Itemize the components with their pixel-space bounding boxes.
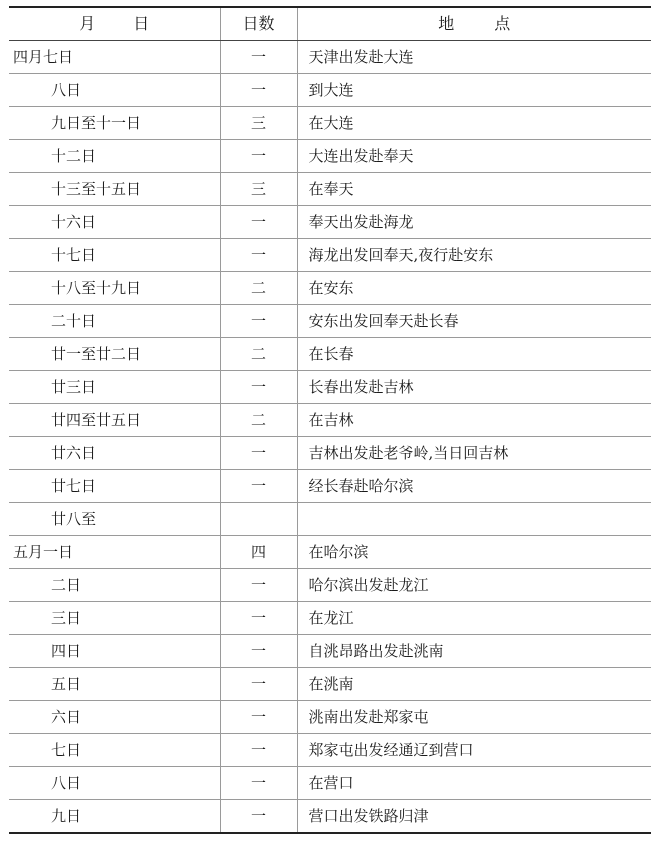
header-place-a: 地 <box>438 14 455 33</box>
date-cell: 十八至十九日 <box>9 272 220 305</box>
table-row <box>9 305 651 338</box>
days-cell: 一 <box>220 206 297 239</box>
days-cell: 一 <box>220 371 297 404</box>
days-cell: 一 <box>220 74 297 107</box>
table-row <box>9 140 651 173</box>
date-cell: 九日至十一日 <box>9 107 220 140</box>
date-cell: 八日 <box>9 767 220 800</box>
date-cell: 四日 <box>9 635 220 668</box>
place-cell: 自洮昂路出发赴洮南 <box>297 635 651 668</box>
place-cell: 奉天出发赴海龙 <box>297 206 651 239</box>
place-cell: 在大连 <box>297 107 651 140</box>
place-cell: 在哈尔滨 <box>297 536 651 569</box>
days-cell: 三 <box>220 107 297 140</box>
date-cell: 廿四至廿五日 <box>9 404 220 437</box>
header-place <box>297 7 651 41</box>
table-row <box>9 734 651 767</box>
place-cell: 在吉林 <box>297 404 651 437</box>
table-row <box>9 701 651 734</box>
table-row <box>9 668 651 701</box>
date-cell: 二十日 <box>9 305 220 338</box>
date-cell: 三日 <box>9 602 220 635</box>
table-row <box>9 602 651 635</box>
itinerary-table-container <box>9 6 651 834</box>
table-row <box>9 173 651 206</box>
days-cell: 一 <box>220 437 297 470</box>
place-cell: 哈尔滨出发赴龙江 <box>297 569 651 602</box>
date-cell: 廿七日 <box>9 470 220 503</box>
days-cell: 一 <box>220 635 297 668</box>
place-cell: 在营口 <box>297 767 651 800</box>
table-row <box>9 767 651 800</box>
place-cell: 经长春赴哈尔滨 <box>297 470 651 503</box>
days-cell: 三 <box>220 173 297 206</box>
date-cell: 廿一至廿二日 <box>9 338 220 371</box>
table-row <box>9 272 651 305</box>
days-cell: 一 <box>220 767 297 800</box>
table-row <box>9 470 651 503</box>
header-date <box>9 7 220 41</box>
days-cell: 一 <box>220 239 297 272</box>
date-cell: 八日 <box>9 74 220 107</box>
table-row <box>9 41 651 74</box>
place-cell: 在奉天 <box>297 173 651 206</box>
table-row <box>9 536 651 569</box>
header-date-month: 月 <box>79 14 96 33</box>
table-header <box>9 7 651 41</box>
table-row <box>9 206 651 239</box>
days-cell: 一 <box>220 140 297 173</box>
header-date-day: 日 <box>133 14 150 33</box>
date-cell: 廿三日 <box>9 371 220 404</box>
date-cell: 七日 <box>9 734 220 767</box>
place-cell: 到大连 <box>297 74 651 107</box>
table-row <box>9 635 651 668</box>
place-cell: 营口出发铁路归津 <box>297 800 651 834</box>
itinerary-table <box>9 6 651 834</box>
days-cell: 一 <box>220 800 297 834</box>
date-cell: 五日 <box>9 668 220 701</box>
days-cell: 一 <box>220 734 297 767</box>
place-cell: 洮南出发赴郑家屯 <box>297 701 651 734</box>
days-cell: 一 <box>220 602 297 635</box>
place-cell: 在洮南 <box>297 668 651 701</box>
table-row <box>9 569 651 602</box>
table-row <box>9 239 651 272</box>
date-cell: 六日 <box>9 701 220 734</box>
days-cell: 四 <box>220 536 297 569</box>
days-cell: 一 <box>220 41 297 74</box>
table-row <box>9 404 651 437</box>
place-cell: 在龙江 <box>297 602 651 635</box>
days-cell: 二 <box>220 272 297 305</box>
table-row <box>9 800 651 834</box>
place-cell: 郑家屯出发经通辽到营口 <box>297 734 651 767</box>
date-cell: 五月一日 <box>9 536 220 569</box>
place-cell: 大连出发赴奉天 <box>297 140 651 173</box>
date-cell: 廿六日 <box>9 437 220 470</box>
date-cell: 二日 <box>9 569 220 602</box>
header-place-b: 点 <box>494 14 511 33</box>
days-cell: 一 <box>220 701 297 734</box>
place-cell <box>297 503 651 536</box>
days-cell: 一 <box>220 470 297 503</box>
place-cell: 海龙出发回奉天,夜行赴安东 <box>297 239 651 272</box>
days-cell: 二 <box>220 404 297 437</box>
days-cell: 一 <box>220 305 297 338</box>
table-row <box>9 503 651 536</box>
date-cell: 十七日 <box>9 239 220 272</box>
header-days: 日数 <box>220 7 297 41</box>
table-row <box>9 371 651 404</box>
date-cell: 十三至十五日 <box>9 173 220 206</box>
place-cell: 吉林出发赴老爷岭,当日回吉林 <box>297 437 651 470</box>
days-cell: 二 <box>220 338 297 371</box>
date-cell: 九日 <box>9 800 220 834</box>
days-cell <box>220 503 297 536</box>
header-row <box>9 7 651 41</box>
date-cell: 四月七日 <box>9 41 220 74</box>
table-row <box>9 74 651 107</box>
table-row <box>9 338 651 371</box>
place-cell: 天津出发赴大连 <box>297 41 651 74</box>
place-cell: 在安东 <box>297 272 651 305</box>
days-cell: 一 <box>220 668 297 701</box>
days-cell: 一 <box>220 569 297 602</box>
place-cell: 在长春 <box>297 338 651 371</box>
table-row <box>9 107 651 140</box>
date-cell: 十六日 <box>9 206 220 239</box>
date-cell: 廿八至 <box>9 503 220 536</box>
table-row <box>9 437 651 470</box>
table-body <box>9 41 651 834</box>
place-cell: 安东出发回奉天赴长春 <box>297 305 651 338</box>
date-cell: 十二日 <box>9 140 220 173</box>
place-cell: 长春出发赴吉林 <box>297 371 651 404</box>
